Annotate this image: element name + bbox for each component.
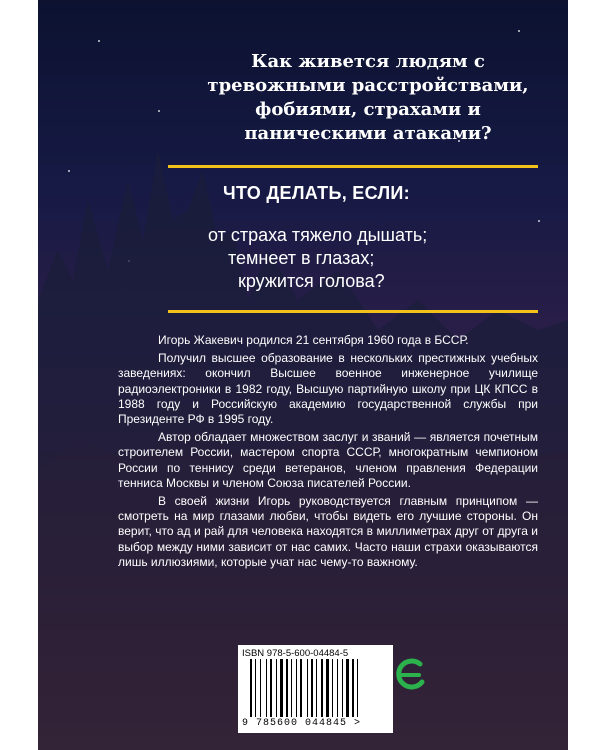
barcode-bar [276, 659, 277, 717]
barcode-bar [307, 659, 308, 717]
what-to-do-heading: ЧТО ДЕЛАТЬ, ЕСЛИ: [223, 183, 410, 203]
divider-top [168, 165, 538, 168]
barcode-bar [270, 659, 272, 717]
barcode-bar [316, 659, 317, 717]
cover-question-heading: Как живется людям с тревожными расстройствами, фобиями, страхами и паническими атаками? [207, 51, 529, 144]
bio-paragraph: Игорь Жакевич родился 21 сентября 1960 года в БССР. [158, 333, 469, 347]
barcode-bar [311, 659, 313, 717]
barcode-image [250, 659, 383, 717]
barcode-digits: 9 785600 044845 > [242, 718, 362, 729]
barcode-bar [250, 659, 252, 717]
question-item: кружится голова? [238, 271, 385, 291]
publisher-logo-icon [393, 655, 427, 695]
barcode-bar [326, 659, 329, 717]
barcode-bar [266, 659, 267, 717]
barcode-bar [291, 659, 292, 717]
barcode-bar [296, 659, 297, 717]
barcode-bar [300, 659, 302, 717]
divider-bottom [168, 310, 538, 313]
barcode-bar [332, 659, 333, 717]
barcode-bar [321, 659, 323, 717]
questions-list [208, 224, 427, 293]
bio-paragraph: Получил высшее образование в нескольких престижных учебных заведениях: окончил Высшее военное инженерное училище радиоэлектроники в 1982 году, Высшую партийную школу при ЦК КПСС в 1988 году и Российскую академию государственной службы при Президенте РФ в 1995 году. [118, 351, 538, 427]
author-bio [118, 333, 538, 573]
isbn-text: ISBN 978-5-600-04484-5 [242, 648, 349, 659]
barcode-bar [357, 659, 358, 717]
barcode-panel [238, 645, 393, 733]
barcode-bar [286, 659, 288, 717]
barcode-bar [255, 659, 256, 717]
barcode-bar [260, 659, 261, 717]
question-item: темнеет в глазах; [228, 248, 375, 268]
barcode-bar [280, 659, 283, 717]
question-item: от страха тяжело дышать; [208, 225, 428, 245]
barcode-bar [346, 659, 349, 717]
barcode-bar [352, 659, 354, 717]
barcode-bar [337, 659, 338, 717]
bio-paragraph: Автор обладает множеством заслуг и званий — является почетным строителем России, мастером спорта СССР, многократным чемпионом России по теннису среди ветеранов, членом правления Федерации тенниса Москвы и членом Союза писателей России. [118, 430, 538, 490]
barcode-bar [342, 659, 343, 717]
bio-paragraph: В своей жизни Игорь руководствуется главным принципом — смотреть на мир глазами любви, чтобы видеть его лучшие стороны. Он верит, что ад и рай для человека находятся в миллиметрах друг от друга и выбор между ними зависит от нас самих. Часто наши страхи оказываются лишь иллюзиями, которые учат нас чему-то важному. [118, 494, 538, 569]
book-back-cover [38, 0, 568, 750]
